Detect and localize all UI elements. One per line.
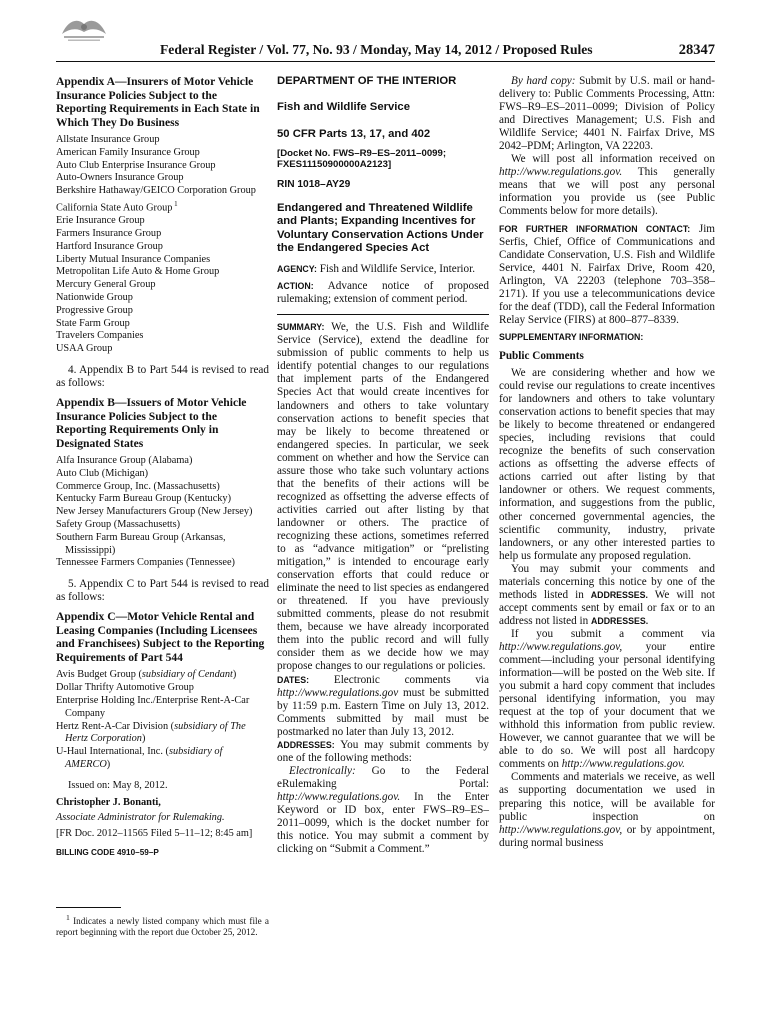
- summary-label: SUMMARY:: [277, 322, 325, 333]
- public-comments-paragraph-3: [499, 628, 715, 772]
- pc-p2-text-a: You may submit your comments and materials concerning this notice by one of the methods listed in: [499, 562, 715, 601]
- cfr-heading: 50 CFR Parts 13, 17, and 402: [277, 128, 431, 140]
- appendix-c-item-name: U-Haul International, Inc.: [56, 746, 163, 758]
- hardcopy-label: By hard copy:: [511, 75, 576, 87]
- public-comments-paragraph-4: [499, 771, 715, 849]
- electronically-text-b: In the Enter Keyword or ID box, enter FWS–R9–ES–2011–0099, which is the docket number for this notice. You may submit a comment by clicking on “Submit a Comment.”: [277, 790, 490, 856]
- footnote-text: Indicates a newly listed company which must file a report beginning with the report due October 25, 2012.: [56, 915, 269, 938]
- instruction-4: 4. Appendix B to Part 544 is revised to read as follows:: [56, 363, 269, 390]
- post-paragraph: [499, 153, 715, 218]
- appendix-a-item-text: Liberty Mutual Insurance Companies: [56, 253, 211, 265]
- dates-paragraph: [277, 674, 489, 739]
- appendix-a-item-text: Nationwide Group: [56, 291, 133, 303]
- pc-p2-addresses-ref-2: ADDRESSES.: [590, 615, 649, 626]
- appendix-a-item-text: California State Auto Group: [56, 202, 173, 214]
- appendix-a-item: [56, 198, 269, 215]
- addresses-text: You may submit comments by one of the following methods:: [277, 738, 489, 764]
- rin: RIN 1018–AY29: [277, 178, 351, 190]
- hardcopy-text: Submit by U.S. mail or hand-delivery to: Public Comments Processing, Attn: FWS–R9–ES–2011–0099; Division of Policy and Directives Management; U.S. Fish and Wildlife Service; 4401 N. Fairfax Drive, MS 2042–PDM; Arlington, VA 22203.: [499, 75, 715, 153]
- appendix-c-item: Avis Budget Group (subsidiary of Cendant): [56, 669, 237, 681]
- footnote-ref: 1: [172, 199, 178, 208]
- hardcopy-paragraph: [499, 75, 715, 153]
- public-comments-heading: Public Comments: [499, 349, 584, 362]
- post-text-a: We will post all information received on: [511, 153, 715, 166]
- issued-date: Issued on: May 8, 2012.: [68, 779, 168, 791]
- appendix-b-list: [56, 455, 269, 570]
- appendix-c-list: [56, 669, 269, 771]
- public-comments-paragraph-2: [499, 563, 715, 628]
- appendix-b-item: Tennessee Farmers Companies (Tennessee): [56, 557, 235, 569]
- appendix-a-item: [56, 147, 269, 160]
- appendix-c-item: [56, 682, 269, 695]
- dates-link[interactable]: http://www.regulations.gov: [277, 686, 399, 699]
- signer-name: Christopher J. Bonanti,: [56, 797, 161, 809]
- appendix-b-heading: Appendix B—Issuers of Motor Vehicle Insurance Policies Subject to the Reporting Requirements Only in Designated States: [56, 396, 247, 450]
- appendix-c-item: Hertz Rent-A-Car Division (subsidiary of The Hertz Corporation): [56, 720, 246, 745]
- appendix-c-item-note: subsidiary of AMERCO: [65, 746, 223, 770]
- appendix-b-item: Southern Farm Bureau Group (Arkansas, Mississippi): [56, 531, 226, 556]
- appendix-c-item-note: subsidiary of The Hertz Corporation: [65, 720, 246, 745]
- rule-title: Endangered and Threatened Wildlife and Plants; Expanding Incentives for Voluntary Conservation Actions Under the Endangered Species Act: [277, 202, 484, 254]
- agency-text: Fish and Wildlife Service, Interior.: [319, 263, 476, 276]
- appendix-a-item: [56, 172, 269, 185]
- appendix-a-item-text: USAA Group: [56, 343, 113, 355]
- pc-p3-text-a: If you submit a comment via: [511, 627, 715, 640]
- appendix-c-item-name: Avis Budget Group: [56, 669, 136, 681]
- appendix-b-item: Auto Club (Michigan): [56, 467, 149, 479]
- appendix-c-item-name: Hertz Rent-A-Car Division: [56, 720, 169, 732]
- appendix-a-item: [56, 134, 269, 147]
- appendix-c-item: U-Haul International, Inc. (subsidiary of AMERCO): [56, 746, 223, 770]
- column-3: [499, 75, 715, 850]
- appendix-a-item: [56, 305, 269, 318]
- appendix-b-item: Safety Group (Massachusetts): [56, 519, 181, 531]
- appendix-a-item: [56, 330, 269, 343]
- appendix-b-item: Kentucky Farm Bureau Group (Kentucky): [56, 493, 231, 505]
- page-number: 28347: [678, 42, 715, 58]
- appendix-c-item-name: Dollar Thrifty Automotive Group: [56, 682, 194, 694]
- appendix-c-item: [56, 695, 269, 721]
- appendix-a-item: [56, 215, 269, 228]
- summary-rule: [277, 314, 489, 315]
- department-heading: DEPARTMENT OF THE INTERIOR: [277, 75, 457, 87]
- action-line: [277, 280, 489, 306]
- pc-p2-addresses-ref: ADDRESSES.: [590, 589, 648, 600]
- appendix-a-item-text: American Family Insurance Group: [56, 146, 200, 158]
- electronically-text-a: Go to the Federal eRulemaking Portal:: [277, 764, 490, 790]
- action-text: Advance notice of proposed rulemaking; extension of comment period.: [277, 280, 489, 306]
- service-heading: Fish and Wildlife Service: [277, 100, 410, 113]
- pc-p4-text-a: Comments and materials we receive, as well as supporting documentation we used in preparing this notice, will be available for public inspection on: [499, 771, 715, 823]
- docket-number: [Docket No. FWS–R9–ES–2011–0099; FXES11150900000A2123]: [277, 147, 447, 171]
- summary-paragraph: [277, 321, 489, 673]
- column-2: [277, 75, 489, 856]
- appendix-b-item: New Jersey Manufacturers Group (New Jersey): [56, 506, 253, 518]
- appendix-a-item: [56, 160, 269, 173]
- pc-p4-link[interactable]: http://www.regulations.gov,: [499, 823, 623, 836]
- pc-p2-text-b: We will not accept comments sent by email or fax or to an address not listed in: [499, 588, 715, 627]
- public-comments-paragraph-1: We are considering whether and how we could revise our regulations to create incentives for landowners and others to take voluntary conservation actions to benefit species that may be likely to become threatened or endangered species, including revisions that could recognize the benefits of such conservation actions as offsetting the adverse effects of actions carried out after listing by that landowner or others. We request comments, information, and suggestions from the public, other concerned governmental agencies, the scientific community, industry, private landowners, or any other interested parties to help us formulate any proposed regulation.: [499, 366, 715, 562]
- appendix-a-item-text: Metropolitan Life Auto & Home Group: [56, 266, 220, 278]
- running-head-text: Federal Register / Vol. 77, No. 93 / Monday, May 14, 2012 / Proposed Rules: [160, 42, 593, 57]
- appendix-a-item-text: Auto-Owners Insurance Group: [56, 172, 184, 184]
- instruction-5: 5. Appendix C to Part 544 is revised to read as follows:: [56, 578, 269, 604]
- header-rule: [56, 61, 715, 62]
- appendix-a-item-text: Hartford Insurance Group: [56, 240, 163, 252]
- appendix-a-heading: Appendix A—Insurers of Motor Vehicle Insurance Policies Subject to the Reporting Requirements in Each State in Which They Do Business: [56, 75, 260, 129]
- appendix-a-item: [56, 292, 269, 305]
- summary-text: We, the U.S. Fish and Wildlife Service (Service), extend the deadline for submission of public comments to help us identify potential changes to our regulations that implement parts of the Endangered Species Act that would create incentives for landowners and others to take voluntary conservation actions to benefit species that may be likely to become threatened or endangered species. In particular, we seek comment on whether and how the Service can assure those who take such voluntary actions that the benefits of their actions will be recognized as offsetting the adverse effects of activities carried out after listing by that landowner or others. The practice of recognizing these actions, sometimes referred to as “advance mitigation” or “prelisting mitigation,” is intended to encourage early conservation efforts that could reduce or eliminate the need to list species as endangered or threatened. If you have previously submitted comments, please do not resubmit them, because we have already incorporated them into the public record and will fully consider them as we decide how we may propose changes to our regulations or policies.: [277, 321, 489, 673]
- pc-p3-link[interactable]: http://www.regulations.gov,: [499, 640, 623, 653]
- appendix-a-item-text: Progressive Group: [56, 304, 133, 316]
- addresses-paragraph: [277, 739, 489, 765]
- appendix-a-list: [56, 134, 269, 356]
- appendix-c-item-note: subsidiary of Cendant: [141, 669, 233, 681]
- gpo-eagle-seal-icon: [56, 14, 112, 44]
- appendix-a-item-text: Berkshire Hathaway/GEICO Corporation Group: [56, 185, 256, 197]
- dates-label: DATES:: [277, 674, 310, 685]
- electronically-link[interactable]: http://www.regulations.gov.: [277, 790, 401, 803]
- supplementary-label: SUPPLEMENTARY INFORMATION:: [499, 331, 644, 342]
- billing-code: BILLING CODE 4910–59–P: [56, 847, 159, 857]
- agency-label: AGENCY:: [277, 264, 317, 275]
- contact-label: FOR FURTHER INFORMATION CONTACT:: [499, 223, 691, 234]
- column-1: [56, 75, 269, 938]
- appendix-b-item: Commerce Group, Inc. (Massachusetts): [56, 480, 220, 492]
- post-text-b: This generally means that we will post any personal information you provide us (see Public Comments below for more details).: [499, 166, 715, 218]
- pc-p3-text-b: your entire comment—including your personal identifying information—will be posted on the Web site. If you submit a hard copy comment that includes personal identifying information, you may request at the top of your document that we withhold this information from public review. However, we cannot guarantee that we will be able to do so. We will post all hardcopy comments on: [499, 640, 715, 771]
- addresses-label: ADDRESSES:: [277, 739, 335, 750]
- appendix-a-item-text: Travelers Companies: [56, 330, 144, 342]
- appendix-a-item-text: Erie Insurance Group: [56, 215, 145, 227]
- dates-text-a: Electronic comments via: [333, 673, 490, 686]
- gpo-authentication-logo: [56, 14, 112, 44]
- contact-text: Jim Serfis, Chief, Office of Communications and Candidate Conservation, U.S. Fish and Wildlife Service, 4401 N. Fairfax Drive, Room 420, Arlington, VA 22203 (telephone 703–358–2171). If you use a telecommunications device for the deaf (TDD), call the Federal Information Relay Service (FIRS) at 800–877–8339.: [499, 222, 716, 326]
- footnote-rule: [56, 907, 121, 908]
- footnote: [56, 912, 269, 938]
- action-label: ACTION:: [277, 281, 314, 292]
- signer-title: Associate Administrator for Rulemaking.: [56, 812, 225, 824]
- appendix-a-item-text: State Farm Group: [56, 317, 130, 329]
- appendix-a-item: [56, 254, 269, 267]
- appendix-a-item-text: Allstate Insurance Group: [56, 134, 160, 145]
- pc-p3-link-2[interactable]: http://www.regulations.gov.: [561, 758, 685, 771]
- post-link[interactable]: http://www.regulations.gov.: [499, 166, 623, 179]
- appendix-a-item-text: Mercury General Group: [56, 279, 156, 291]
- appendix-a-item: [56, 343, 269, 356]
- footnote-mark: 1: [66, 912, 70, 922]
- electronically-paragraph: [277, 765, 489, 856]
- appendix-a-item-text: Farmers Insurance Group: [56, 228, 162, 239]
- appendix-a-item: [56, 228, 269, 241]
- fr-doc-line: [FR Doc. 2012–11565 Filed 5–11–12; 8:45 am]: [56, 828, 253, 840]
- appendix-c-heading: Appendix C—Motor Vehicle Rental and Leasing Companies (Including Licensees and Franchisees) Subject to the Reporting Requirements of Part 544: [56, 610, 265, 664]
- appendix-a-item: [56, 241, 269, 254]
- running-head: [160, 42, 715, 60]
- appendix-a-item-text: Auto Club Enterprise Insurance Group: [56, 159, 216, 171]
- pc-p4-text-b: or by appointment, during normal business: [499, 823, 715, 849]
- appendix-a-item: [56, 185, 269, 198]
- appendix-b-item: Alfa Insurance Group (Alabama): [56, 455, 193, 467]
- appendix-a-item: [56, 266, 269, 279]
- electronically-label: Electronically:: [289, 764, 356, 777]
- appendix-a-item: [56, 279, 269, 292]
- dates-text-b: must be submitted by 11:59 p.m. Eastern Time on July 13, 2012. Comments submitted by mail must be postmarked no later than July 13, 2012.: [277, 686, 489, 738]
- appendix-a-item: [56, 318, 269, 331]
- agency-line: [277, 263, 489, 276]
- contact-paragraph: [499, 223, 715, 327]
- appendix-c-item-name: Enterprise Holding Inc./Enterprise Rent-A-Car Company: [56, 694, 250, 719]
